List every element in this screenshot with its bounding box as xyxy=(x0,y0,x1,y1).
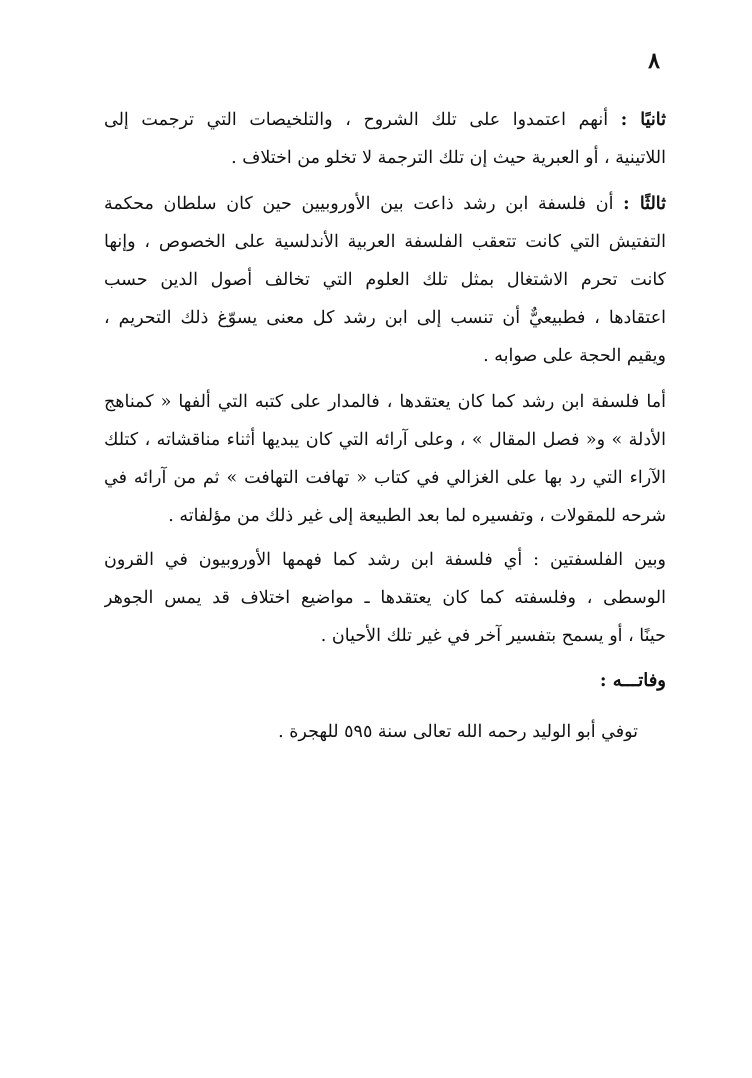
paragraph-lead: ثانيًا : xyxy=(620,110,666,130)
paragraph-second-point xyxy=(104,101,666,177)
paragraph-third-point xyxy=(104,185,666,375)
paragraph-line: توفي أبو الوليد رحمه الله تعالى سنة ٥٩٥ للهجرة . xyxy=(278,722,638,742)
paragraph-line: الآراء التي رد بها على الغزالي في كتاب « تهافت التهافت » ثم من آرائه في xyxy=(104,468,666,488)
line-text: أن فلسفة ابن رشد ذاعت بين الأوروبيين حين كان سلطان محكمة xyxy=(104,194,614,214)
paragraph-line: كانت تحرم الاشتغال بمثل تلك العلوم التي تخالف أصول الدين حسب xyxy=(104,270,666,290)
paragraph-line xyxy=(104,101,666,139)
paragraph-line: اعتقادها ، فطبيعيٌّ أن تنسب إلى ابن رشد كل معنى يسوّغ ذلك التحريم ، xyxy=(104,308,666,328)
paragraph-line: حينًا ، أو يسمح بتفسير آخر في غير تلك الأحيان . xyxy=(320,626,666,646)
paragraph-line: اللاتينية ، أو العبرية حيث إن تلك الترجمة لا تخلو من اختلاف . xyxy=(231,148,666,168)
paragraph-line: وبين الفلسفتين : أي فلسفة ابن رشد كما فهمها الأوروبيون في القرون xyxy=(104,550,666,570)
section-heading-death: وفاتـــه : xyxy=(599,670,666,691)
paragraph-line: ويقيم الحجة على صوابه . xyxy=(483,346,666,366)
page-number: ٨ xyxy=(648,48,660,74)
paragraph-two-philosophies xyxy=(104,541,666,655)
paragraph-lead: ثالثًا : xyxy=(623,194,666,214)
paragraph-line: شرحه للمقولات ، وتفسيره لما بعد الطبيعة إلى غير ذلك من مؤلفاته . xyxy=(168,506,666,526)
paragraph-death xyxy=(250,713,638,751)
paragraph-line xyxy=(104,185,666,223)
paragraph-line: الوسطى ، وفلسفته كما كان يعتقدها ـ مواضيع اختلاف قد يمس الجوهر xyxy=(104,588,666,608)
paragraph-line: التفتيش التي كانت تتعقب الفلسفة العربية الأندلسية على الخصوص ، وإنها xyxy=(104,232,666,252)
paragraph-line: الأدلة » و« فصل المقال » ، وعلى آرائه التي كان يبديها أثناء مناقشاته ، كتلك xyxy=(104,430,666,450)
line-text: أنهم اعتمدوا على تلك الشروح ، والتلخيصات التي ترجمت إلى xyxy=(104,110,609,130)
paragraph-line: أما فلسفة ابن رشد كما كان يعتقدها ، فالمدار على كتبه التي ألفها « كمناهج xyxy=(104,392,666,412)
paragraph-ibn-rushd-philosophy xyxy=(104,383,666,535)
